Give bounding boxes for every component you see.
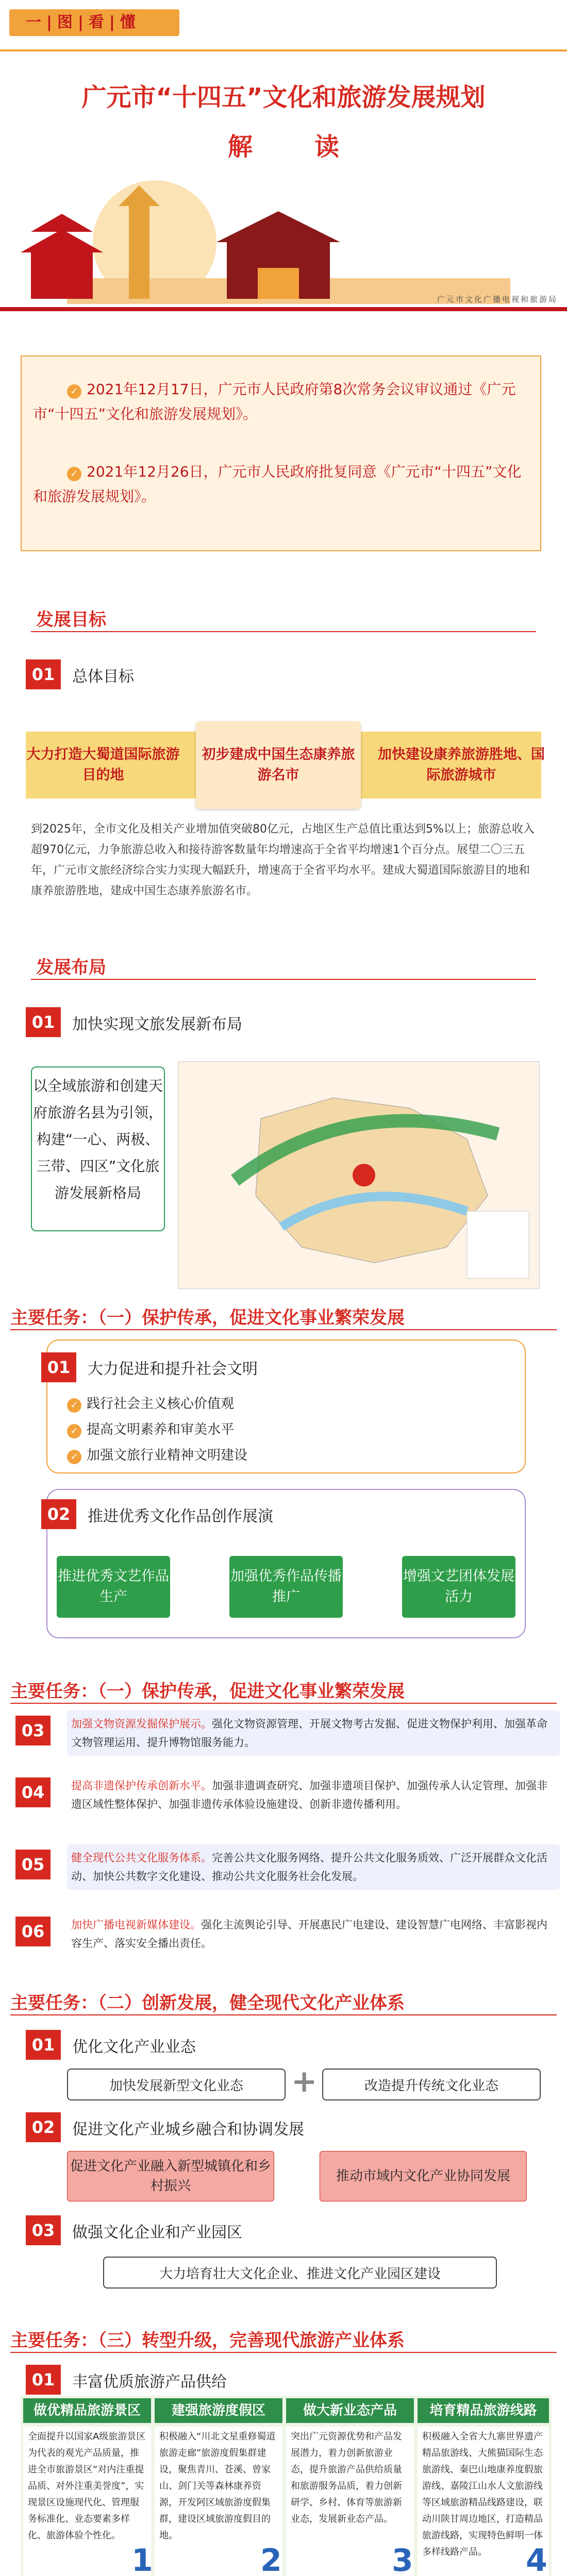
section-title-goals: 发展目标 (36, 609, 106, 630)
number-badge: 01 (26, 2365, 61, 2395)
goal-left: 大力打造大蜀道国际旅游目的地 (26, 747, 180, 783)
column-number: 3 (392, 2543, 413, 2576)
temple-illustration (216, 211, 340, 299)
notice-item (33, 460, 529, 509)
row-lead: 加强文物资源发掘保护展示。 (71, 1718, 212, 1730)
row-text: 加强非遗调查研究、加强非遗项目保护、加强传承人认定管理、加强非遗区域性整体保护、加强非遗传承体验设施建设、创新非遗传播利用。 (71, 1780, 547, 1810)
page-subtitle: 解读 (227, 132, 401, 161)
column-head: 做大新业态产品 (286, 2398, 414, 2423)
row-text: 强化主流舆论引导、开展惠民广电建设、建设智慧广电网络、丰富影视内容生产、落实安全播出责任。 (71, 1919, 547, 1950)
pavilion-illustration (21, 214, 103, 299)
subsection-title: 优化文化产业业态 (72, 2038, 196, 2056)
action-box: 加强优秀作品传播推广 (229, 1556, 343, 1618)
column-head: 做优精品旅游景区 (23, 2398, 151, 2423)
info-box: 推动市域内文化产业协同发展 (320, 2151, 527, 2201)
plus-icon: + (291, 2063, 318, 2099)
task-row (67, 1710, 560, 1756)
task-rule (10, 1703, 557, 1704)
column-number: 1 (131, 2543, 153, 2576)
goal-center: 初步建成中国生态康养旅游名市 (196, 721, 361, 809)
number-badge: 06 (15, 1917, 51, 1946)
subsection-title: 推进优秀文化作品创作展演 (88, 1507, 273, 1526)
number-badge: 01 (26, 659, 61, 689)
task-heading: 主要任务：（一）保护传承，促进文化事业繁荣发展 (10, 1681, 405, 1702)
check-icon: ✓ (67, 1450, 81, 1464)
layout-map (178, 1061, 540, 1289)
task-heading: 主要任务：（一）保护传承，促进文化事业繁荣发展 (10, 1308, 405, 1328)
task-heading: 主要任务：（三）转型升级，完善现代旅游产业体系 (10, 2330, 405, 2351)
task-row (67, 1911, 560, 1957)
task-rule (10, 2352, 557, 2353)
notice-item (33, 377, 529, 427)
number-badge: 02 (26, 2112, 61, 2142)
header-tag: 一|图|看|懂 (9, 9, 179, 36)
column-body: 积极融入全省大九寨世界遗产精品旅游线、大熊猫国际生态旅游线、秦巴山地康养度假旅游线、嘉陵江山水人文旅游线等区域旅游精品线路建设，联动川陕甘周边地区，打造精品旅游线路，实现特色鲜明一体多样线路产品。 (418, 2427, 549, 2576)
subsection-title: 大力促进和提升社会文明 (88, 1360, 258, 1378)
list-item (67, 1391, 247, 1417)
number-badge: 03 (26, 2215, 61, 2245)
page-title: 广元市“十四五”文化和旅游发展规划 (81, 83, 486, 112)
subsection-title: 总体目标 (72, 668, 134, 686)
row-lead: 提高非遗保护传承创新水平。 (71, 1780, 212, 1792)
task-row (67, 1844, 560, 1890)
column-body: 全面提升以国家A级旅游景区为代表的观光产品质量，推进全市旅游景区“对内注重提品质、对外注重美誉度”，实现景区设施现代化、管理服务标准化、业态要素多样化、旅游体验个性化。 (23, 2427, 151, 2576)
action-box: 增强文艺团体发展活力 (402, 1556, 515, 1618)
subsection-title: 做强文化企业和产业园区 (72, 2224, 242, 2242)
number-badge: 03 (15, 1716, 51, 1745)
number-badge: 05 (15, 1850, 51, 1879)
task-rule (10, 2014, 557, 2015)
bullet-list (67, 1391, 247, 1468)
list-item-text: 提高文明素养和审美水平 (87, 1422, 235, 1437)
column-head: 建强旅游度假区 (155, 2398, 282, 2423)
map-center-marker (353, 1164, 375, 1187)
info-box: 促进文化产业融入新型城镇化和乡村振兴 (67, 2151, 274, 2201)
notice-text: 2021年12月26日，广元市人民政府批复同意《广元市“十四五”文化和旅游发展规划》。 (33, 463, 522, 505)
list-item-text: 加强文旅行业精神文明建设 (87, 1448, 248, 1463)
column-number: 2 (260, 2543, 282, 2576)
organization-name: 广元市文化广播电视和旅游局 (437, 295, 558, 304)
number-badge: 01 (41, 1352, 76, 1382)
column-head: 培育精品旅游线路 (418, 2398, 549, 2423)
layout-description: 以全域旅游和创建天府旅游名县为引领，构建“一心、两极、三带、四区”文化旅游发展新格局 (31, 1066, 165, 1231)
header-divider (0, 49, 567, 52)
section-rule (31, 979, 536, 980)
subsection-title: 丰富优质旅游产品供给 (72, 2373, 227, 2391)
task-row (67, 1772, 560, 1818)
number-badge: 01 (26, 1007, 61, 1037)
header-illustration (0, 175, 567, 304)
task-heading: 主要任务：（二）创新发展，健全现代文化产业体系 (10, 1993, 405, 2013)
info-box: 改造提升传统文化业态 (322, 2069, 541, 2100)
list-item-text: 践行社会主义核心价值观 (87, 1396, 235, 1412)
check-icon: ✓ (67, 1398, 81, 1413)
row-lead: 健全现代公共文化服务体系。 (71, 1852, 212, 1864)
subsection-title: 加快实现文旅发展新布局 (72, 1015, 242, 1033)
number-badge: 04 (15, 1777, 51, 1807)
row-lead: 加快广播电视新媒体建设。 (71, 1919, 201, 1931)
number-badge: 01 (26, 2030, 61, 2060)
check-icon: ✓ (67, 384, 81, 399)
column-body: 积极融入“川北文星重修蜀道旅游走廊”旅游度假集群建设，聚焦青川、苍溪、曾家山、剑门关等森林康养资源，开发阿区域旅游度假集群，建设区域旅游度假目的地。 (155, 2427, 282, 2576)
map-legend (467, 1211, 529, 1278)
goal-paragraph: 到2025年，全市文化及相关产业增加值突破80亿元，占地区生产总值比重达到5%以上；旅游总收入超970亿元，力争旅游总收入和接待游客数量年均增速高于全省平均增速1个百分点。展望二〇三五年，广元市文旅经济综合实力实现大幅跃升，增速高于全省平均水平。建成大蜀道国际旅游目的地和康养旅游胜地，建成中国生态康养旅游名市。 (31, 823, 535, 897)
info-box: 加快发展新型文化业态 (67, 2069, 286, 2100)
column-body: 突出广元资源优势和产品发展潜力，着力创新旅游业态，提升旅游产品供给质量和旅游服务品质，着力创新研学、乡村、体育等旅游新业态，发展新业态产品。 (286, 2427, 414, 2576)
check-icon: ✓ (67, 1424, 81, 1438)
list-item (67, 1443, 247, 1468)
row-text: 强化文物资源管理、开展文物考古发掘、促进文物保护利用、加强革命文物管理运用、提升博物馆服务能力。 (71, 1718, 547, 1749)
header-rule (0, 307, 567, 311)
section-title-layout: 发展布局 (36, 957, 106, 978)
task-rule (10, 1329, 557, 1330)
notice-text: 2021年12月17日，广元市人民政府第8次常务会议审议通过《广元市“十四五”文化和旅游发展规划》。 (33, 381, 516, 422)
check-icon: ✓ (67, 467, 81, 481)
row-text: 完善公共文化服务网络、提升公共文化服务质效、广泛开展群众文化活动、加快公共数字文化建设、推动公共文化服务社会化发展。 (71, 1852, 547, 1883)
approval-notice (21, 355, 541, 551)
section-rule (31, 631, 536, 632)
action-box: 推进优秀文艺作品生产 (57, 1556, 170, 1618)
goal-right: 加快建设康养旅游胜地、国际旅游城市 (378, 747, 545, 783)
list-item (67, 1417, 247, 1443)
number-badge: 02 (41, 1499, 76, 1529)
info-box: 大力培育壮大文化企业、推进文化产业园区建设 (103, 2257, 497, 2289)
subsection-title: 促进文化产业城乡融合和协调发展 (72, 2121, 304, 2139)
column-number: 4 (526, 2543, 547, 2576)
